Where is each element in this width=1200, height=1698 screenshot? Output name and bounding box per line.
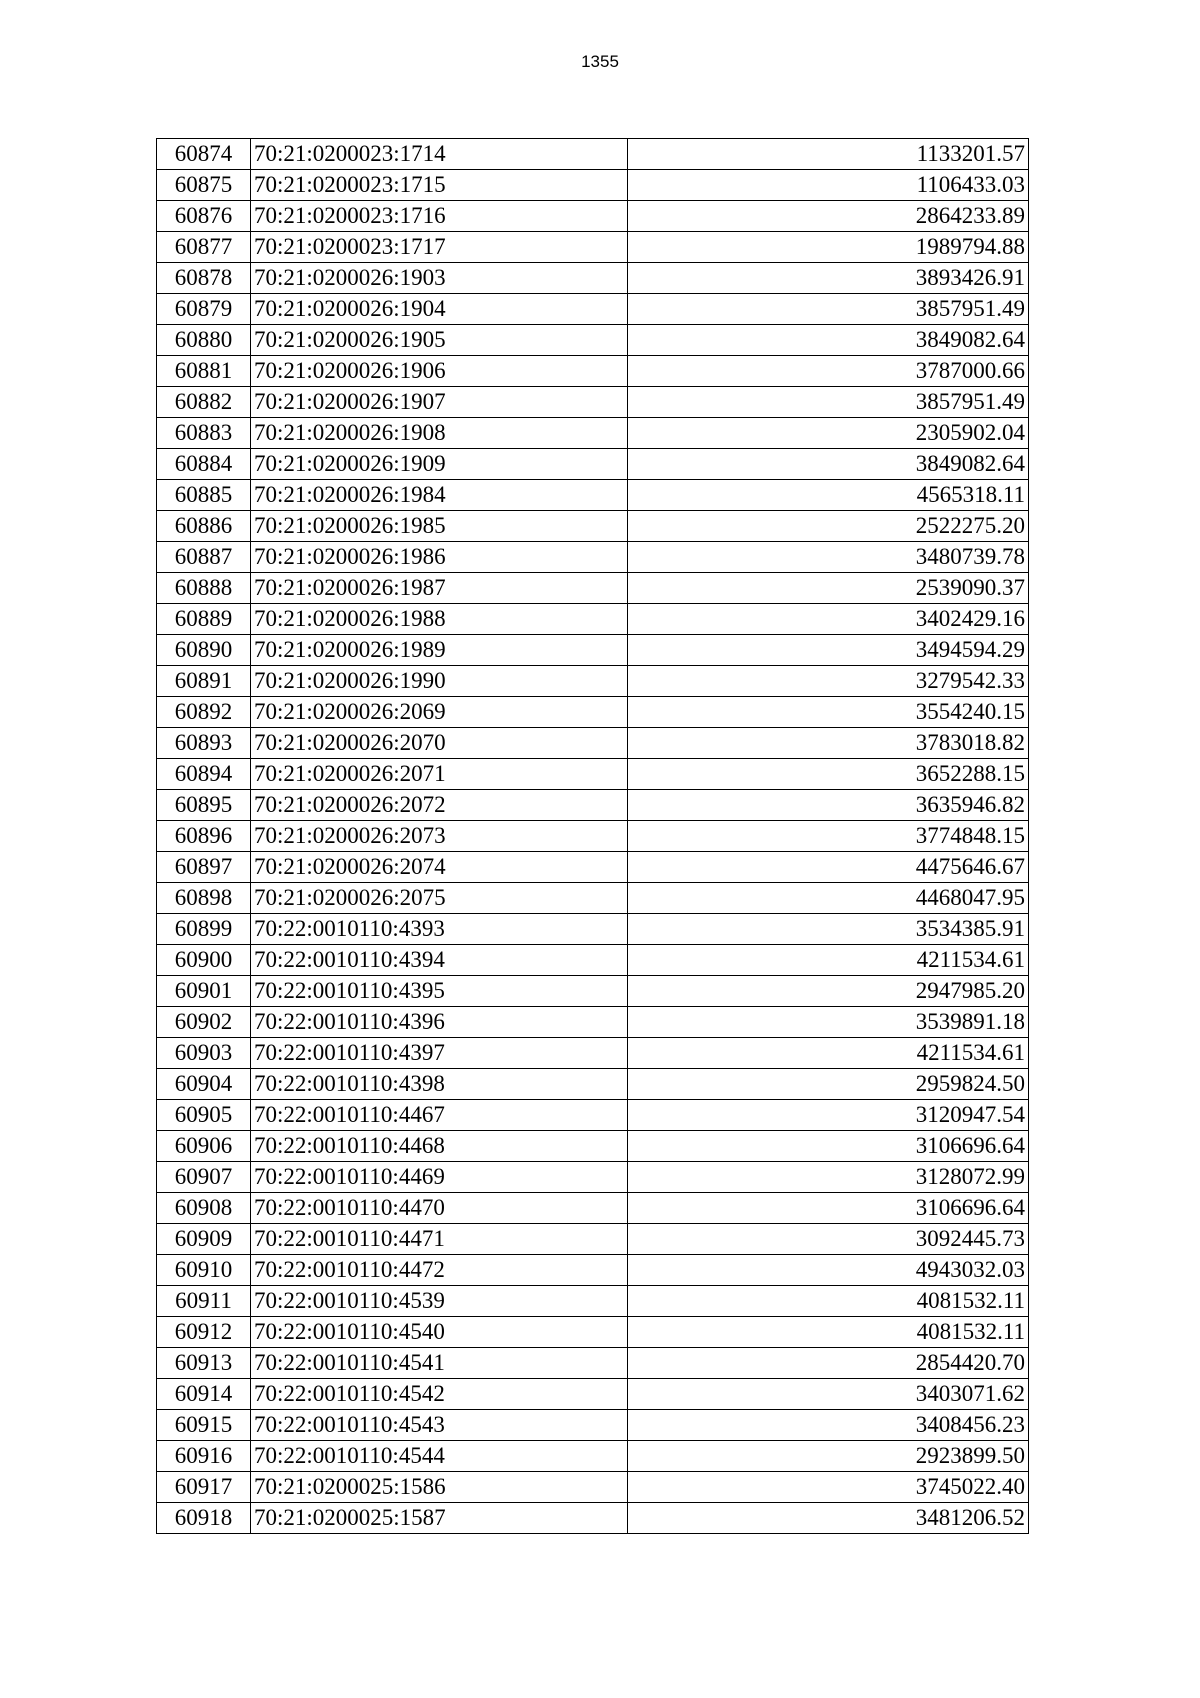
cadastral-value: 3481206.52 bbox=[628, 1503, 1029, 1534]
table-row bbox=[157, 728, 1029, 759]
row-number: 60879 bbox=[157, 294, 251, 325]
cadastral-number: 70:21:0200026:2071 bbox=[251, 759, 628, 790]
cadastral-value: 3534385.91 bbox=[628, 914, 1029, 945]
row-number: 60882 bbox=[157, 387, 251, 418]
cadastral-number: 70:22:0010110:4541 bbox=[251, 1348, 628, 1379]
table-row bbox=[157, 573, 1029, 604]
cadastral-value: 2864233.89 bbox=[628, 201, 1029, 232]
table-row bbox=[157, 325, 1029, 356]
table-row bbox=[157, 139, 1029, 170]
cadastral-number: 70:21:0200026:1986 bbox=[251, 542, 628, 573]
row-number: 60909 bbox=[157, 1224, 251, 1255]
table-row bbox=[157, 821, 1029, 852]
table-row bbox=[157, 1131, 1029, 1162]
row-number: 60892 bbox=[157, 697, 251, 728]
row-number: 60897 bbox=[157, 852, 251, 883]
cadastral-value: 2539090.37 bbox=[628, 573, 1029, 604]
cadastral-value: 1989794.88 bbox=[628, 232, 1029, 263]
cadastral-value: 3857951.49 bbox=[628, 387, 1029, 418]
table-row bbox=[157, 852, 1029, 883]
cadastral-value: 3539891.18 bbox=[628, 1007, 1029, 1038]
row-number: 60901 bbox=[157, 976, 251, 1007]
row-number: 60912 bbox=[157, 1317, 251, 1348]
table-row bbox=[157, 1255, 1029, 1286]
table-row bbox=[157, 480, 1029, 511]
table-row bbox=[157, 1224, 1029, 1255]
row-number: 60888 bbox=[157, 573, 251, 604]
row-number: 60904 bbox=[157, 1069, 251, 1100]
cadastral-value: 3857951.49 bbox=[628, 294, 1029, 325]
cadastral-number: 70:22:0010110:4467 bbox=[251, 1100, 628, 1131]
table-row bbox=[157, 1410, 1029, 1441]
table-body bbox=[157, 139, 1029, 1534]
table-row bbox=[157, 1379, 1029, 1410]
cadastral-number: 70:21:0200026:2074 bbox=[251, 852, 628, 883]
row-number: 60903 bbox=[157, 1038, 251, 1069]
cadastral-number: 70:22:0010110:4396 bbox=[251, 1007, 628, 1038]
row-number: 60883 bbox=[157, 418, 251, 449]
row-number: 60900 bbox=[157, 945, 251, 976]
table-row bbox=[157, 945, 1029, 976]
cadastral-number: 70:21:0200026:2069 bbox=[251, 697, 628, 728]
row-number: 60875 bbox=[157, 170, 251, 201]
cadastral-value: 3279542.33 bbox=[628, 666, 1029, 697]
cadastral-number: 70:21:0200026:1904 bbox=[251, 294, 628, 325]
cadastral-number: 70:21:0200026:1990 bbox=[251, 666, 628, 697]
cadastral-value: 3635946.82 bbox=[628, 790, 1029, 821]
cadastral-number: 70:22:0010110:4472 bbox=[251, 1255, 628, 1286]
row-number: 60886 bbox=[157, 511, 251, 542]
cadastral-number: 70:22:0010110:4471 bbox=[251, 1224, 628, 1255]
row-number: 60894 bbox=[157, 759, 251, 790]
table-row bbox=[157, 1317, 1029, 1348]
cadastral-value: 3092445.73 bbox=[628, 1224, 1029, 1255]
row-number: 60890 bbox=[157, 635, 251, 666]
cadastral-value: 3403071.62 bbox=[628, 1379, 1029, 1410]
cadastral-value: 4211534.61 bbox=[628, 1038, 1029, 1069]
row-number: 60885 bbox=[157, 480, 251, 511]
cadastral-number: 70:22:0010110:4393 bbox=[251, 914, 628, 945]
row-number: 60918 bbox=[157, 1503, 251, 1534]
cadastral-value: 3408456.23 bbox=[628, 1410, 1029, 1441]
cadastral-number: 70:22:0010110:4469 bbox=[251, 1162, 628, 1193]
row-number: 60906 bbox=[157, 1131, 251, 1162]
table-row bbox=[157, 666, 1029, 697]
table-row bbox=[157, 263, 1029, 294]
cadastral-number: 70:22:0010110:4394 bbox=[251, 945, 628, 976]
row-number: 60887 bbox=[157, 542, 251, 573]
cadastral-value: 2522275.20 bbox=[628, 511, 1029, 542]
page-number: 1355 bbox=[581, 52, 619, 71]
cadastral-value: 3128072.99 bbox=[628, 1162, 1029, 1193]
table-row bbox=[157, 294, 1029, 325]
cadastral-value: 3745022.40 bbox=[628, 1472, 1029, 1503]
table-row bbox=[157, 449, 1029, 480]
row-number: 60891 bbox=[157, 666, 251, 697]
cadastral-value: 1106433.03 bbox=[628, 170, 1029, 201]
row-number: 60899 bbox=[157, 914, 251, 945]
cadastral-number: 70:22:0010110:4468 bbox=[251, 1131, 628, 1162]
row-number: 60910 bbox=[157, 1255, 251, 1286]
cadastral-value-table bbox=[156, 138, 1029, 1534]
row-number: 60905 bbox=[157, 1100, 251, 1131]
cadastral-number: 70:21:0200026:1908 bbox=[251, 418, 628, 449]
table-row bbox=[157, 1100, 1029, 1131]
cadastral-number: 70:21:0200023:1715 bbox=[251, 170, 628, 201]
cadastral-number: 70:22:0010110:4397 bbox=[251, 1038, 628, 1069]
row-number: 60893 bbox=[157, 728, 251, 759]
row-number: 60914 bbox=[157, 1379, 251, 1410]
table-row bbox=[157, 201, 1029, 232]
row-number: 60889 bbox=[157, 604, 251, 635]
table-row bbox=[157, 1193, 1029, 1224]
cadastral-value: 2947985.20 bbox=[628, 976, 1029, 1007]
cadastral-value: 2305902.04 bbox=[628, 418, 1029, 449]
cadastral-value: 2923899.50 bbox=[628, 1441, 1029, 1472]
cadastral-value: 4468047.95 bbox=[628, 883, 1029, 914]
table-row bbox=[157, 1472, 1029, 1503]
cadastral-value: 3652288.15 bbox=[628, 759, 1029, 790]
cadastral-number: 70:22:0010110:4470 bbox=[251, 1193, 628, 1224]
table-row bbox=[157, 1162, 1029, 1193]
row-number: 60902 bbox=[157, 1007, 251, 1038]
row-number: 60874 bbox=[157, 139, 251, 170]
cadastral-number: 70:21:0200026:1987 bbox=[251, 573, 628, 604]
cadastral-number: 70:21:0200025:1586 bbox=[251, 1472, 628, 1503]
cadastral-value: 3783018.82 bbox=[628, 728, 1029, 759]
table-row bbox=[157, 697, 1029, 728]
cadastral-number: 70:22:0010110:4544 bbox=[251, 1441, 628, 1472]
cadastral-number: 70:21:0200023:1714 bbox=[251, 139, 628, 170]
cadastral-number: 70:21:0200026:2075 bbox=[251, 883, 628, 914]
cadastral-value: 4475646.67 bbox=[628, 852, 1029, 883]
cadastral-value: 3849082.64 bbox=[628, 449, 1029, 480]
row-number: 60907 bbox=[157, 1162, 251, 1193]
cadastral-number: 70:21:0200026:1988 bbox=[251, 604, 628, 635]
table-row bbox=[157, 1286, 1029, 1317]
cadastral-value: 3774848.15 bbox=[628, 821, 1029, 852]
cadastral-value: 3106696.64 bbox=[628, 1193, 1029, 1224]
table-row bbox=[157, 511, 1029, 542]
table-row bbox=[157, 170, 1029, 201]
cadastral-number: 70:21:0200026:1989 bbox=[251, 635, 628, 666]
cadastral-value: 4943032.03 bbox=[628, 1255, 1029, 1286]
table-row bbox=[157, 232, 1029, 263]
cadastral-number: 70:21:0200026:2070 bbox=[251, 728, 628, 759]
cadastral-value: 4565318.11 bbox=[628, 480, 1029, 511]
cadastral-value: 4081532.11 bbox=[628, 1286, 1029, 1317]
cadastral-number: 70:21:0200025:1587 bbox=[251, 1503, 628, 1534]
cadastral-number: 70:21:0200026:1905 bbox=[251, 325, 628, 356]
table-row bbox=[157, 418, 1029, 449]
row-number: 60911 bbox=[157, 1286, 251, 1317]
cadastral-number: 70:21:0200026:1907 bbox=[251, 387, 628, 418]
cadastral-number: 70:21:0200023:1716 bbox=[251, 201, 628, 232]
cadastral-number: 70:21:0200026:1985 bbox=[251, 511, 628, 542]
cadastral-number: 70:21:0200026:1903 bbox=[251, 263, 628, 294]
row-number: 60884 bbox=[157, 449, 251, 480]
row-number: 60877 bbox=[157, 232, 251, 263]
table-row bbox=[157, 976, 1029, 1007]
row-number: 60895 bbox=[157, 790, 251, 821]
row-number: 60908 bbox=[157, 1193, 251, 1224]
row-number: 60898 bbox=[157, 883, 251, 914]
cadastral-number: 70:21:0200026:2073 bbox=[251, 821, 628, 852]
cadastral-number: 70:21:0200023:1717 bbox=[251, 232, 628, 263]
cadastral-value: 4211534.61 bbox=[628, 945, 1029, 976]
cadastral-number: 70:22:0010110:4539 bbox=[251, 1286, 628, 1317]
cadastral-number: 70:21:0200026:1984 bbox=[251, 480, 628, 511]
cadastral-number: 70:22:0010110:4398 bbox=[251, 1069, 628, 1100]
cadastral-value: 1133201.57 bbox=[628, 139, 1029, 170]
row-number: 60896 bbox=[157, 821, 251, 852]
row-number: 60913 bbox=[157, 1348, 251, 1379]
cadastral-number: 70:21:0200026:1909 bbox=[251, 449, 628, 480]
table-row bbox=[157, 356, 1029, 387]
cadastral-value: 3849082.64 bbox=[628, 325, 1029, 356]
row-number: 60876 bbox=[157, 201, 251, 232]
cadastral-number: 70:22:0010110:4543 bbox=[251, 1410, 628, 1441]
cadastral-value: 4081532.11 bbox=[628, 1317, 1029, 1348]
table-row bbox=[157, 1441, 1029, 1472]
table-row bbox=[157, 1007, 1029, 1038]
row-number: 60880 bbox=[157, 325, 251, 356]
cadastral-value: 2854420.70 bbox=[628, 1348, 1029, 1379]
row-number: 60881 bbox=[157, 356, 251, 387]
cadastral-value: 3120947.54 bbox=[628, 1100, 1029, 1131]
cadastral-number: 70:22:0010110:4542 bbox=[251, 1379, 628, 1410]
cadastral-value: 3893426.91 bbox=[628, 263, 1029, 294]
cadastral-value: 3554240.15 bbox=[628, 697, 1029, 728]
cadastral-number: 70:22:0010110:4540 bbox=[251, 1317, 628, 1348]
cadastral-value: 3402429.16 bbox=[628, 604, 1029, 635]
cadastral-number: 70:21:0200026:1906 bbox=[251, 356, 628, 387]
row-number: 60915 bbox=[157, 1410, 251, 1441]
cadastral-value: 3480739.78 bbox=[628, 542, 1029, 573]
table-row bbox=[157, 1069, 1029, 1100]
table-row bbox=[157, 604, 1029, 635]
table-row bbox=[157, 1348, 1029, 1379]
cadastral-value: 3494594.29 bbox=[628, 635, 1029, 666]
row-number: 60917 bbox=[157, 1472, 251, 1503]
table-row bbox=[157, 542, 1029, 573]
cadastral-value: 2959824.50 bbox=[628, 1069, 1029, 1100]
table-row bbox=[157, 914, 1029, 945]
row-number: 60916 bbox=[157, 1441, 251, 1472]
table-row bbox=[157, 759, 1029, 790]
table-row bbox=[157, 387, 1029, 418]
cadastral-value: 3106696.64 bbox=[628, 1131, 1029, 1162]
table-row bbox=[157, 1503, 1029, 1534]
cadastral-number: 70:22:0010110:4395 bbox=[251, 976, 628, 1007]
table-row bbox=[157, 883, 1029, 914]
table-row bbox=[157, 635, 1029, 666]
row-number: 60878 bbox=[157, 263, 251, 294]
cadastral-number: 70:21:0200026:2072 bbox=[251, 790, 628, 821]
table-row bbox=[157, 1038, 1029, 1069]
cadastral-value: 3787000.66 bbox=[628, 356, 1029, 387]
table-row bbox=[157, 790, 1029, 821]
